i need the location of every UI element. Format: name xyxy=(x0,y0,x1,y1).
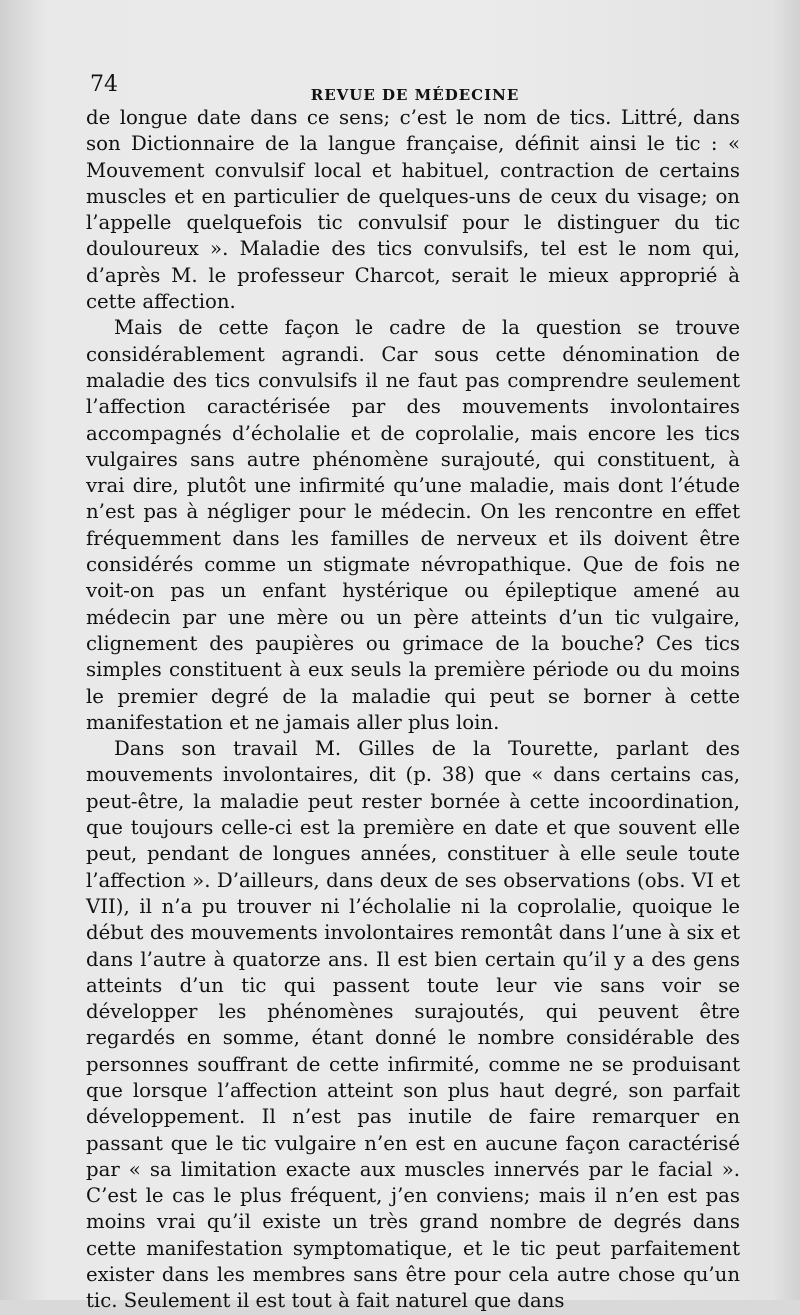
page-gutter-shadow xyxy=(772,0,800,1300)
body-text xyxy=(86,105,740,1315)
paragraph-3: Dans son travail M. Gilles de la Tourette, parlant des mouvements involontaires, dit (p. 38) que « dans certains cas, peut-être, la maladie peut rester bornée à cette incoordination, que toujours celle-ci est la première en date et que souvent elle peut, pendant de longues années, constituer à elle seule toute l’affection ». D’ailleurs, dans deux de ses observations (obs. VI et VII), il n’a pu trouver ni l’écholalie ni la coprolalie, quoique le début des mouvements involontaires remontât dans l’une à six et dans l’autre à quatorze ans. Il est bien certain qu’il y a des gens atteints d’un tic qui passent toute leur vie sans voir se développer les phénomènes surajoutés, qui peuvent être regardés en somme, étant donné le nombre considérable des personnes souffrant de cette infirmité, comme ne se produisant que lorsque l’affection atteint son plus haut degré, son parfait développement. Il n’est pas inutile de faire remarquer en passant que le tic vulgaire n’en est en aucune façon caractérisé par « sa limitation exacte aux muscles innervés par le facial ». C’est le cas le plus fréquent, j’en conviens; mais il n’en est pas moins vrai qu’il existe un très grand nombre de degrés dans cette manifestation symptomatique, et le tic peut parfaitement exister dans les membres sans être pour cela autre chose qu’un tic. Seulement il est tout à fait naturel que dans xyxy=(86,737,740,1313)
paragraph-2: Mais de cette façon le cadre de la question se trouve considérablement agrandi. Car sous cette dénomination de maladie des tics convulsifs il ne faut pas comprendre seulement l’affection caractérisée par des mouvements involontaires accompagnés d’écholalie et de coprolalie, mais encore les tics vulgaires sans autre phénomène surajouté, qui constituent, à vrai dire, plutôt une infirmité qu’une maladie, mais dont l’étude n’est pas à négliger pour le médecin. On les rencontre en effet fréquemment dans les familles de nerveux et ils doivent être considérés comme un stigmate névropathique. Que de fois ne voit-on pas un enfant hystérique ou épileptique amené au médecin par une mère ou un père atteints d’un tic vulgaire, clignement des paupières ou grimace de la bouche? Ces tics simples constituent à eux seuls la première période ou du moins le premier degré de la maladie qui peut se borner à cette manifestation et ne jamais aller plus loin. xyxy=(86,316,740,734)
running-head: REVUE DE MÉDECINE xyxy=(310,86,520,104)
paragraph-1: de longue date dans ce sens; c’est le nom de tics. Littré, dans son Dictionnaire de la langue française, définit ainsi le tic : « Mouvement convulsif local et habituel, contraction de certains muscles et en particulier de quelques-uns de ceux du visage; on l’appelle quelquefois tic convulsif pour le distinguer du tic douloureux ». Maladie des tics convulsifs, tel est le nom qui, d’après M. le professeur Charcot, serait le mieux approprié à cette affection. xyxy=(86,106,740,314)
page-header xyxy=(90,70,740,106)
page-number: 74 xyxy=(90,72,118,97)
